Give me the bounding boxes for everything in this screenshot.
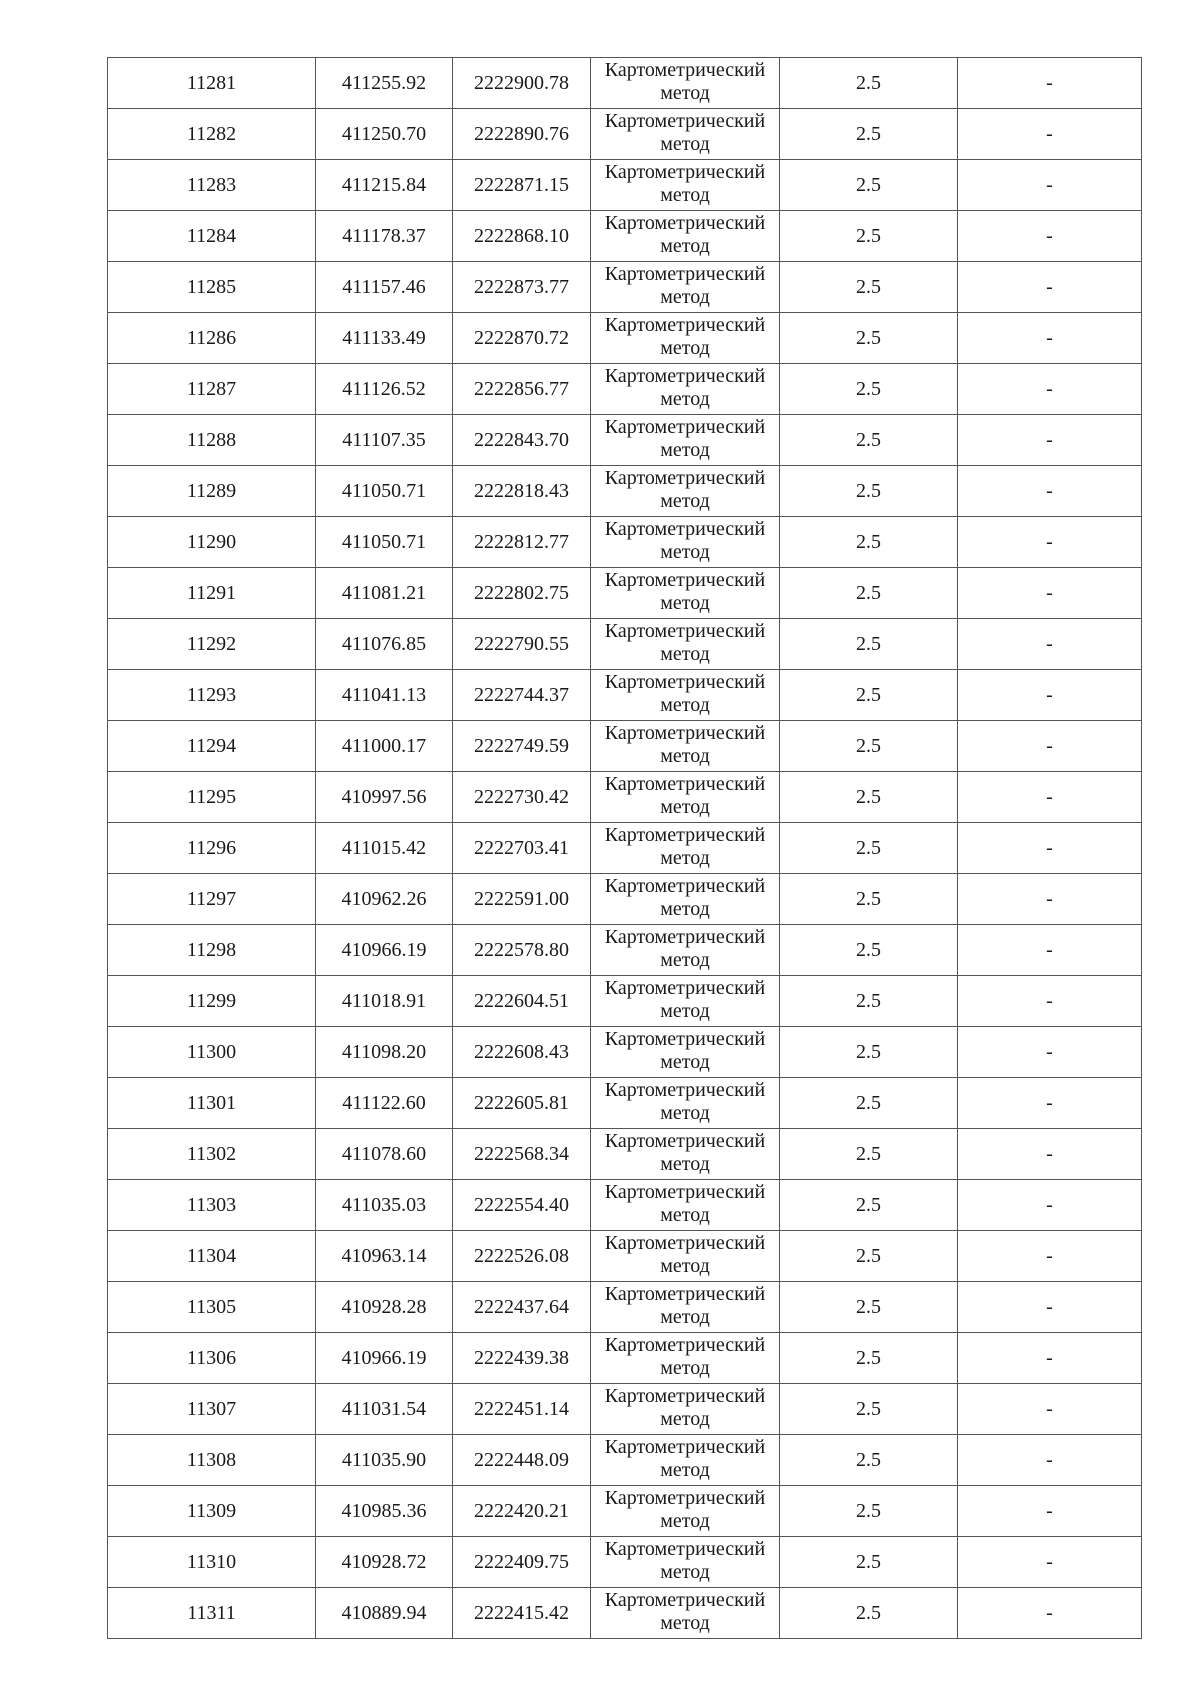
method-line-2: метод (660, 1204, 710, 1226)
note-cell: - (958, 211, 1142, 262)
coordinates-table-body (108, 58, 1142, 1639)
point-number-cell: 11286 (108, 313, 316, 364)
y-coordinate-cell: 2222578.80 (453, 925, 591, 976)
method-line-1: Картометрический (604, 161, 766, 183)
x-coordinate-cell: 411078.60 (316, 1129, 453, 1180)
y-coordinate-cell: 2222591.00 (453, 874, 591, 925)
method-line-2: метод (660, 1408, 710, 1430)
method-line-2: метод (660, 898, 710, 920)
y-coordinate-cell: 2222703.41 (453, 823, 591, 874)
note-cell: - (958, 1588, 1142, 1639)
accuracy-cell: 2.5 (780, 823, 958, 874)
method-line-1: Картометрический (604, 467, 766, 489)
note-cell: - (958, 1180, 1142, 1231)
method-line-1: Картометрический (604, 212, 766, 234)
method-line-1: Картометрический (604, 1385, 766, 1407)
accuracy-cell: 2.5 (780, 772, 958, 823)
y-coordinate-cell: 2222744.37 (453, 670, 591, 721)
method-line-1: Картометрический (604, 59, 766, 81)
point-number-cell: 11287 (108, 364, 316, 415)
method-line-2: метод (660, 439, 710, 461)
point-number-cell: 11293 (108, 670, 316, 721)
accuracy-cell: 2.5 (780, 415, 958, 466)
x-coordinate-cell: 411050.71 (316, 466, 453, 517)
method-line-1: Картометрический (604, 1028, 766, 1050)
method-cell (591, 517, 780, 568)
x-coordinate-cell: 411035.03 (316, 1180, 453, 1231)
method-cell (591, 1282, 780, 1333)
table-row (108, 1180, 1142, 1231)
accuracy-cell: 2.5 (780, 364, 958, 415)
note-cell: - (958, 109, 1142, 160)
coordinates-table (107, 57, 1142, 1639)
method-line-1: Картометрический (604, 671, 766, 693)
method-line-1: Картометрический (604, 824, 766, 846)
method-line-1: Картометрический (604, 1436, 766, 1458)
y-coordinate-cell: 2222568.34 (453, 1129, 591, 1180)
point-number-cell: 11299 (108, 976, 316, 1027)
y-coordinate-cell: 2222890.76 (453, 109, 591, 160)
note-cell: - (958, 262, 1142, 313)
accuracy-cell: 2.5 (780, 874, 958, 925)
y-coordinate-cell: 2222873.77 (453, 262, 591, 313)
x-coordinate-cell: 411255.92 (316, 58, 453, 109)
method-line-1: Картометрический (604, 263, 766, 285)
method-cell (591, 772, 780, 823)
y-coordinate-cell: 2222420.21 (453, 1486, 591, 1537)
y-coordinate-cell: 2222448.09 (453, 1435, 591, 1486)
method-cell (591, 160, 780, 211)
y-coordinate-cell: 2222790.55 (453, 619, 591, 670)
method-cell (591, 262, 780, 313)
method-cell (591, 466, 780, 517)
x-coordinate-cell: 410966.19 (316, 1333, 453, 1384)
y-coordinate-cell: 2222554.40 (453, 1180, 591, 1231)
accuracy-cell: 2.5 (780, 1180, 958, 1231)
table-row (108, 58, 1142, 109)
method-cell (591, 415, 780, 466)
method-line-2: метод (660, 133, 710, 155)
x-coordinate-cell: 410985.36 (316, 1486, 453, 1537)
note-cell: - (958, 721, 1142, 772)
x-coordinate-cell: 410928.28 (316, 1282, 453, 1333)
method-line-1: Картометрический (604, 1538, 766, 1560)
table-row (108, 466, 1142, 517)
accuracy-cell: 2.5 (780, 670, 958, 721)
x-coordinate-cell: 411178.37 (316, 211, 453, 262)
x-coordinate-cell: 411018.91 (316, 976, 453, 1027)
point-number-cell: 11305 (108, 1282, 316, 1333)
method-cell (591, 1588, 780, 1639)
point-number-cell: 11288 (108, 415, 316, 466)
accuracy-cell: 2.5 (780, 1231, 958, 1282)
accuracy-cell: 2.5 (780, 568, 958, 619)
method-cell (591, 670, 780, 721)
method-line-2: метод (660, 388, 710, 410)
method-cell (591, 211, 780, 262)
y-coordinate-cell: 2222409.75 (453, 1537, 591, 1588)
method-line-2: метод (660, 592, 710, 614)
note-cell: - (958, 1231, 1142, 1282)
y-coordinate-cell: 2222843.70 (453, 415, 591, 466)
method-cell (591, 1180, 780, 1231)
note-cell: - (958, 772, 1142, 823)
accuracy-cell: 2.5 (780, 262, 958, 313)
method-cell (591, 1027, 780, 1078)
point-number-cell: 11304 (108, 1231, 316, 1282)
method-line-1: Картометрический (604, 518, 766, 540)
method-cell (591, 1129, 780, 1180)
method-cell (591, 1537, 780, 1588)
y-coordinate-cell: 2222526.08 (453, 1231, 591, 1282)
note-cell: - (958, 976, 1142, 1027)
method-line-1: Картометрический (604, 569, 766, 591)
table-row (108, 1027, 1142, 1078)
y-coordinate-cell: 2222900.78 (453, 58, 591, 109)
accuracy-cell: 2.5 (780, 109, 958, 160)
method-line-2: метод (660, 949, 710, 971)
point-number-cell: 11296 (108, 823, 316, 874)
point-number-cell: 11308 (108, 1435, 316, 1486)
method-line-1: Картометрический (604, 1181, 766, 1203)
x-coordinate-cell: 411133.49 (316, 313, 453, 364)
y-coordinate-cell: 2222608.43 (453, 1027, 591, 1078)
method-cell (591, 1384, 780, 1435)
method-line-2: метод (660, 1612, 710, 1634)
point-number-cell: 11285 (108, 262, 316, 313)
method-cell (591, 1486, 780, 1537)
method-line-2: метод (660, 694, 710, 716)
point-number-cell: 11301 (108, 1078, 316, 1129)
method-line-2: метод (660, 1510, 710, 1532)
method-line-2: метод (660, 643, 710, 665)
method-line-2: метод (660, 1000, 710, 1022)
x-coordinate-cell: 410963.14 (316, 1231, 453, 1282)
table-row (108, 721, 1142, 772)
y-coordinate-cell: 2222451.14 (453, 1384, 591, 1435)
note-cell: - (958, 1333, 1142, 1384)
note-cell: - (958, 466, 1142, 517)
method-line-2: метод (660, 490, 710, 512)
table-row (108, 211, 1142, 262)
accuracy-cell: 2.5 (780, 160, 958, 211)
note-cell: - (958, 364, 1142, 415)
method-line-1: Картометрический (604, 314, 766, 336)
accuracy-cell: 2.5 (780, 1282, 958, 1333)
accuracy-cell: 2.5 (780, 58, 958, 109)
note-cell: - (958, 415, 1142, 466)
accuracy-cell: 2.5 (780, 1435, 958, 1486)
x-coordinate-cell: 410997.56 (316, 772, 453, 823)
note-cell: - (958, 1027, 1142, 1078)
method-line-1: Картометрический (604, 110, 766, 132)
accuracy-cell: 2.5 (780, 1588, 958, 1639)
method-cell (591, 58, 780, 109)
method-line-1: Картометрический (604, 1283, 766, 1305)
table-row (108, 1486, 1142, 1537)
method-line-1: Картометрический (604, 926, 766, 948)
table-row (108, 772, 1142, 823)
point-number-cell: 11282 (108, 109, 316, 160)
method-cell (591, 823, 780, 874)
method-line-2: метод (660, 796, 710, 818)
method-line-2: метод (660, 1102, 710, 1124)
note-cell: - (958, 1435, 1142, 1486)
x-coordinate-cell: 411157.46 (316, 262, 453, 313)
x-coordinate-cell: 411098.20 (316, 1027, 453, 1078)
table-row (108, 1078, 1142, 1129)
table-row (108, 415, 1142, 466)
method-line-2: метод (660, 847, 710, 869)
table-row (108, 619, 1142, 670)
table-row (108, 364, 1142, 415)
y-coordinate-cell: 2222870.72 (453, 313, 591, 364)
table-row (108, 1435, 1142, 1486)
note-cell: - (958, 670, 1142, 721)
method-line-1: Картометрический (604, 722, 766, 744)
point-number-cell: 11306 (108, 1333, 316, 1384)
x-coordinate-cell: 411126.52 (316, 364, 453, 415)
method-cell (591, 364, 780, 415)
note-cell: - (958, 160, 1142, 211)
table-row (108, 1231, 1142, 1282)
x-coordinate-cell: 411015.42 (316, 823, 453, 874)
y-coordinate-cell: 2222868.10 (453, 211, 591, 262)
table-row (108, 670, 1142, 721)
method-line-1: Картометрический (604, 1232, 766, 1254)
method-line-2: метод (660, 541, 710, 563)
method-cell (591, 619, 780, 670)
method-cell (591, 313, 780, 364)
method-line-2: метод (660, 337, 710, 359)
note-cell: - (958, 1282, 1142, 1333)
table-row (108, 874, 1142, 925)
table-row (108, 1384, 1142, 1435)
x-coordinate-cell: 411035.90 (316, 1435, 453, 1486)
x-coordinate-cell: 411031.54 (316, 1384, 453, 1435)
note-cell: - (958, 823, 1142, 874)
accuracy-cell: 2.5 (780, 925, 958, 976)
point-number-cell: 11281 (108, 58, 316, 109)
accuracy-cell: 2.5 (780, 1486, 958, 1537)
table-row (108, 517, 1142, 568)
method-cell (591, 721, 780, 772)
note-cell: - (958, 1078, 1142, 1129)
point-number-cell: 11303 (108, 1180, 316, 1231)
method-line-2: метод (660, 1561, 710, 1583)
x-coordinate-cell: 411107.35 (316, 415, 453, 466)
method-cell (591, 568, 780, 619)
point-number-cell: 11297 (108, 874, 316, 925)
x-coordinate-cell: 411122.60 (316, 1078, 453, 1129)
x-coordinate-cell: 410966.19 (316, 925, 453, 976)
accuracy-cell: 2.5 (780, 721, 958, 772)
method-line-1: Картометрический (604, 1079, 766, 1101)
point-number-cell: 11290 (108, 517, 316, 568)
accuracy-cell: 2.5 (780, 211, 958, 262)
method-line-2: метод (660, 1051, 710, 1073)
point-number-cell: 11292 (108, 619, 316, 670)
accuracy-cell: 2.5 (780, 1027, 958, 1078)
x-coordinate-cell: 410889.94 (316, 1588, 453, 1639)
y-coordinate-cell: 2222749.59 (453, 721, 591, 772)
method-line-1: Картометрический (604, 416, 766, 438)
accuracy-cell: 2.5 (780, 619, 958, 670)
table-row (108, 568, 1142, 619)
point-number-cell: 11302 (108, 1129, 316, 1180)
x-coordinate-cell: 411050.71 (316, 517, 453, 568)
y-coordinate-cell: 2222871.15 (453, 160, 591, 211)
method-line-1: Картометрический (604, 1589, 766, 1611)
point-number-cell: 11298 (108, 925, 316, 976)
method-line-2: метод (660, 184, 710, 206)
point-number-cell: 11294 (108, 721, 316, 772)
y-coordinate-cell: 2222604.51 (453, 976, 591, 1027)
method-cell (591, 109, 780, 160)
method-cell (591, 1435, 780, 1486)
note-cell: - (958, 568, 1142, 619)
method-cell (591, 1231, 780, 1282)
table-row (108, 109, 1142, 160)
method-cell (591, 976, 780, 1027)
accuracy-cell: 2.5 (780, 466, 958, 517)
point-number-cell: 11295 (108, 772, 316, 823)
point-number-cell: 11309 (108, 1486, 316, 1537)
accuracy-cell: 2.5 (780, 1537, 958, 1588)
method-line-2: метод (660, 745, 710, 767)
y-coordinate-cell: 2222802.75 (453, 568, 591, 619)
method-line-2: метод (660, 1357, 710, 1379)
accuracy-cell: 2.5 (780, 1384, 958, 1435)
method-line-1: Картометрический (604, 1487, 766, 1509)
accuracy-cell: 2.5 (780, 1129, 958, 1180)
method-line-2: метод (660, 82, 710, 104)
table-row (108, 313, 1142, 364)
table-row (108, 1333, 1142, 1384)
y-coordinate-cell: 2222730.42 (453, 772, 591, 823)
note-cell: - (958, 313, 1142, 364)
method-line-2: метод (660, 1459, 710, 1481)
table-row (108, 160, 1142, 211)
note-cell: - (958, 925, 1142, 976)
table-row (108, 823, 1142, 874)
method-cell (591, 874, 780, 925)
y-coordinate-cell: 2222812.77 (453, 517, 591, 568)
accuracy-cell: 2.5 (780, 313, 958, 364)
method-line-2: метод (660, 235, 710, 257)
note-cell: - (958, 517, 1142, 568)
x-coordinate-cell: 410962.26 (316, 874, 453, 925)
method-cell (591, 1333, 780, 1384)
note-cell: - (958, 1384, 1142, 1435)
accuracy-cell: 2.5 (780, 1078, 958, 1129)
point-number-cell: 11291 (108, 568, 316, 619)
note-cell: - (958, 1537, 1142, 1588)
point-number-cell: 11283 (108, 160, 316, 211)
table-row (108, 1537, 1142, 1588)
method-line-1: Картометрический (604, 1334, 766, 1356)
y-coordinate-cell: 2222856.77 (453, 364, 591, 415)
table-row (108, 1588, 1142, 1639)
table-row (108, 1129, 1142, 1180)
method-line-2: метод (660, 1153, 710, 1175)
point-number-cell: 11300 (108, 1027, 316, 1078)
table-row (108, 976, 1142, 1027)
method-line-1: Картометрический (604, 773, 766, 795)
x-coordinate-cell: 411215.84 (316, 160, 453, 211)
method-line-1: Картометрический (604, 875, 766, 897)
point-number-cell: 11310 (108, 1537, 316, 1588)
x-coordinate-cell: 411081.21 (316, 568, 453, 619)
x-coordinate-cell: 410928.72 (316, 1537, 453, 1588)
y-coordinate-cell: 2222818.43 (453, 466, 591, 517)
x-coordinate-cell: 411076.85 (316, 619, 453, 670)
x-coordinate-cell: 411000.17 (316, 721, 453, 772)
note-cell: - (958, 874, 1142, 925)
method-line-1: Картометрический (604, 620, 766, 642)
point-number-cell: 11307 (108, 1384, 316, 1435)
y-coordinate-cell: 2222605.81 (453, 1078, 591, 1129)
method-line-2: метод (660, 1306, 710, 1328)
method-line-1: Картометрический (604, 365, 766, 387)
table-row (108, 262, 1142, 313)
point-number-cell: 11284 (108, 211, 316, 262)
method-line-1: Картометрический (604, 1130, 766, 1152)
note-cell: - (958, 58, 1142, 109)
point-number-cell: 11311 (108, 1588, 316, 1639)
table-row (108, 1282, 1142, 1333)
accuracy-cell: 2.5 (780, 976, 958, 1027)
y-coordinate-cell: 2222439.38 (453, 1333, 591, 1384)
note-cell: - (958, 1129, 1142, 1180)
method-line-2: метод (660, 1255, 710, 1277)
x-coordinate-cell: 411250.70 (316, 109, 453, 160)
method-line-1: Картометрический (604, 977, 766, 999)
y-coordinate-cell: 2222415.42 (453, 1588, 591, 1639)
accuracy-cell: 2.5 (780, 1333, 958, 1384)
method-cell (591, 1078, 780, 1129)
method-line-2: метод (660, 286, 710, 308)
table-row (108, 925, 1142, 976)
note-cell: - (958, 619, 1142, 670)
method-cell (591, 925, 780, 976)
y-coordinate-cell: 2222437.64 (453, 1282, 591, 1333)
point-number-cell: 11289 (108, 466, 316, 517)
x-coordinate-cell: 411041.13 (316, 670, 453, 721)
accuracy-cell: 2.5 (780, 517, 958, 568)
note-cell: - (958, 1486, 1142, 1537)
